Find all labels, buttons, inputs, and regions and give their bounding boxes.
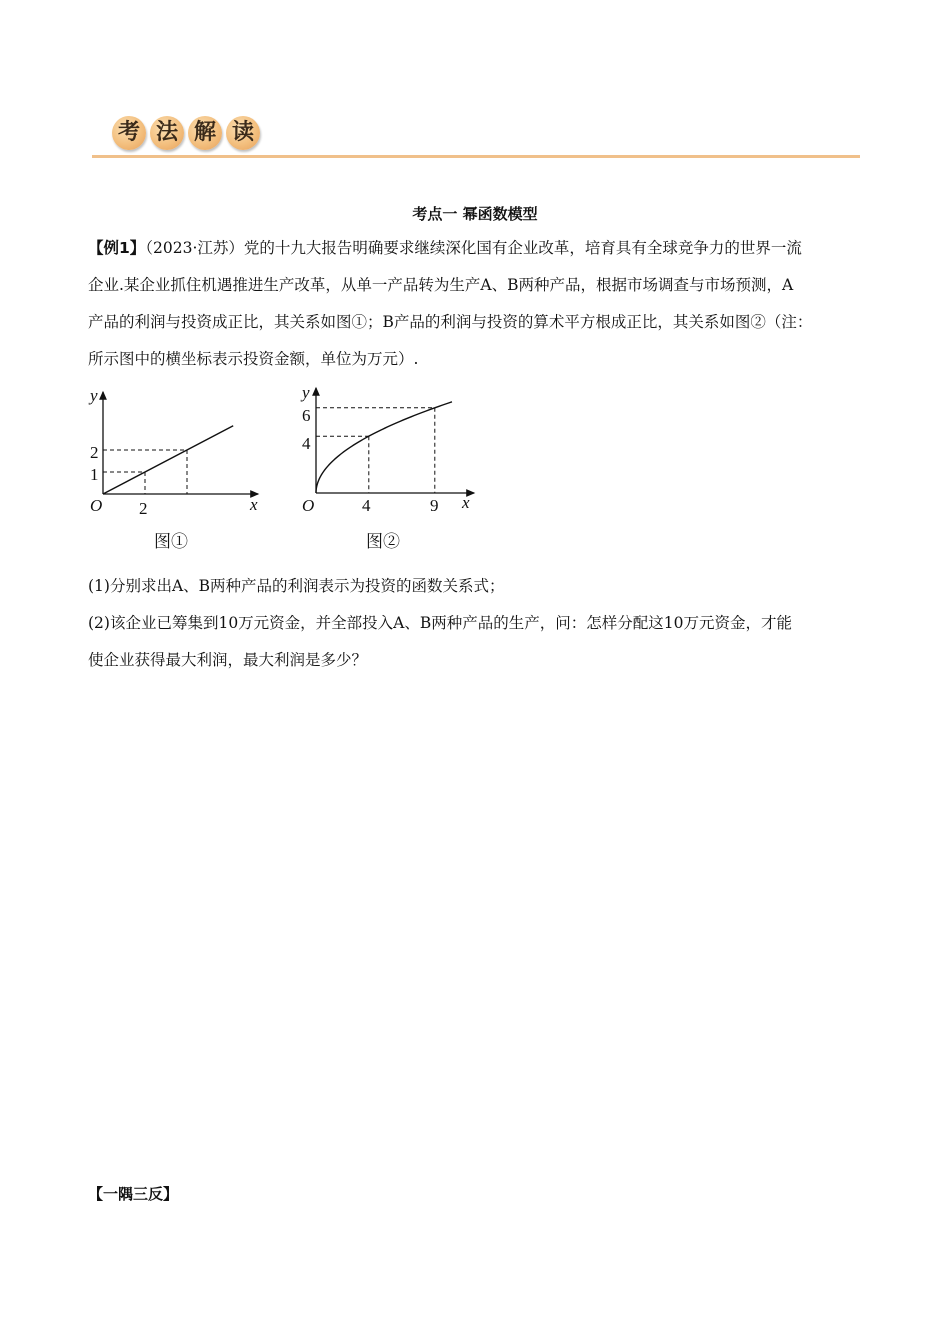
banner-divider — [92, 155, 860, 158]
fig2-x-label: x — [462, 493, 470, 512]
example-paragraph — [88, 230, 863, 378]
questions — [88, 568, 863, 679]
example-line-4: 所示图中的横坐标表示投资金额，单位为万元）. — [88, 350, 419, 368]
fig1-y-label: y — [90, 386, 98, 405]
fig2-y-tick-4: 4 — [302, 434, 311, 453]
example-line-2: 企业.某企业抓住机遇推进生产改革，从单一产品转为生产A、B两种产品，根据市场调查与市场预测，A — [88, 276, 794, 294]
example-tag: 【例1】 — [88, 239, 146, 257]
practice-label: 【一隅三反】 — [88, 1185, 179, 1203]
fig2-y-label: y — [302, 383, 310, 402]
example-line-3: 产品的利润与投资成正比，其关系如图①；B产品的利润与投资的算术平方根成正比，其关系如图②（注： — [88, 313, 813, 331]
banner-char-1: 考 — [112, 116, 146, 150]
fig2-y-tick-6: 6 — [302, 406, 311, 425]
fig2-x-tick-4: 4 — [362, 496, 371, 515]
example-text-1: 党的十九大报告明确要求继续深化国有企业改革，培育具有全球竞争力的世界一流 — [243, 239, 802, 257]
fig1-y-tick-2: 2 — [90, 443, 99, 462]
section-banner — [92, 114, 860, 160]
question-1: (1)分别求出A、B两种产品的利润表示为投资的函数关系式； — [88, 577, 505, 595]
example-source: （2023·江苏） — [145, 239, 244, 257]
fig1-y-tick-1: 1 — [90, 465, 99, 484]
banner-char-3: 解 — [188, 116, 222, 150]
question-2-line-2: 使企业获得最大利润，最大利润是多少？ — [88, 651, 368, 669]
banner-char-2: 法 — [150, 116, 184, 150]
banner-char-4: 读 — [226, 116, 260, 150]
section-title: 考点一 幂函数模型 — [412, 205, 538, 223]
fig1-x-label: x — [250, 495, 258, 514]
fig1-line — [103, 426, 233, 494]
question-2-line-1: (2)该企业已筹集到10万元资金，并全部投入A、B两种产品的生产，问：怎样分配这10万元资金，才能 — [88, 614, 792, 632]
figure-1-graph — [82, 382, 267, 522]
fig2-origin: O — [302, 496, 315, 515]
fig1-origin: O — [90, 496, 103, 515]
fig2-x-tick-9: 9 — [430, 496, 439, 515]
figure-2-caption: 图② — [366, 532, 400, 552]
figure-2-graph — [294, 382, 484, 522]
figure-1-caption: 图① — [154, 532, 188, 552]
fig1-x-tick-2: 2 — [139, 499, 148, 518]
example-line-1 — [88, 230, 863, 267]
fig2-curve — [316, 402, 452, 493]
